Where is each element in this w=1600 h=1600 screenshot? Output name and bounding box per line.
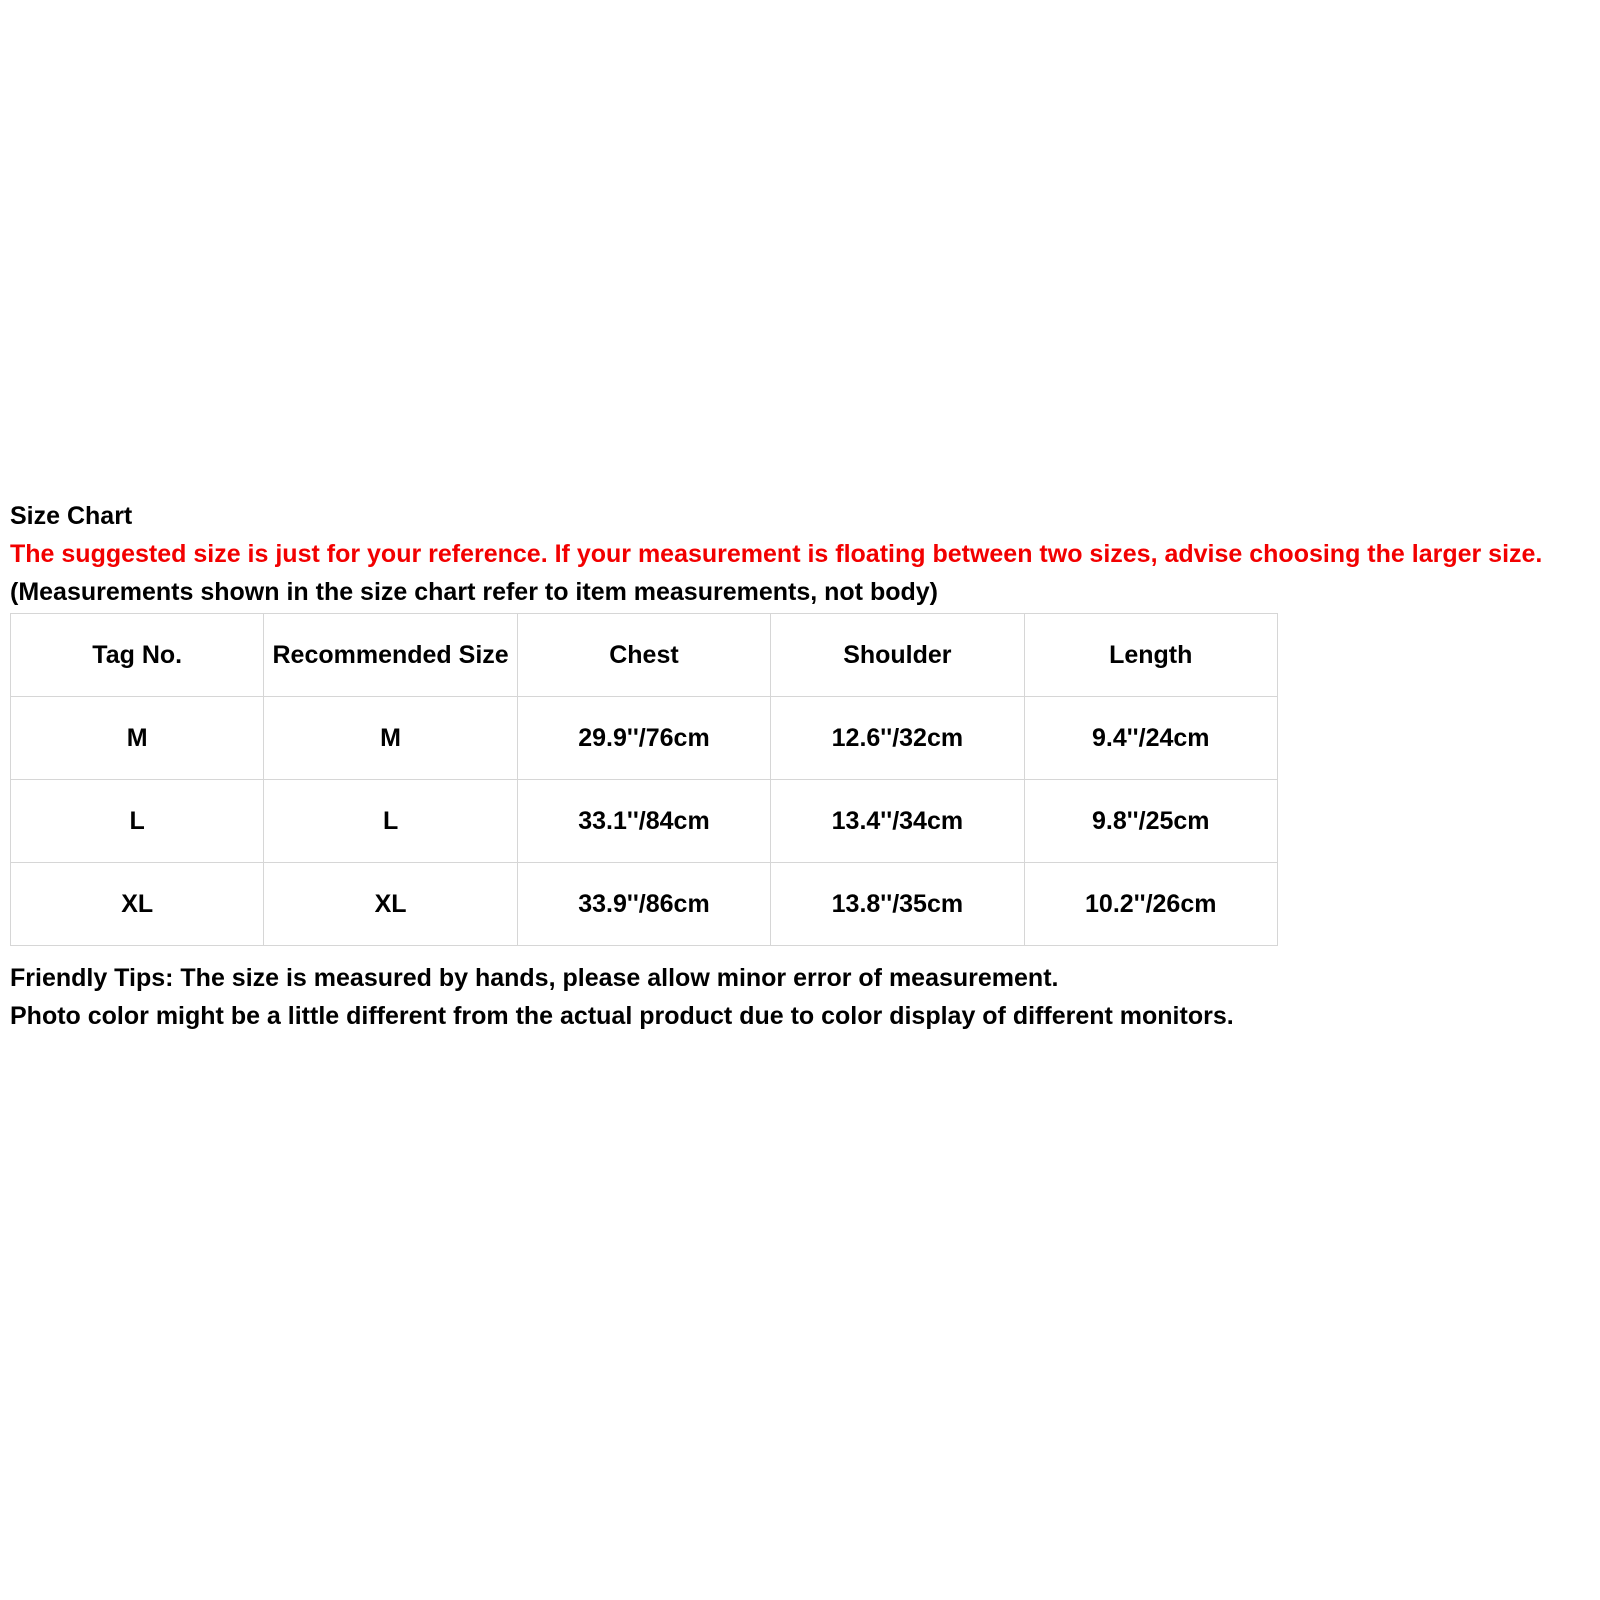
table-row	[11, 697, 1278, 780]
cell-chest: 29.9''/76cm	[517, 697, 770, 780]
cell-chest: 33.1''/84cm	[517, 780, 770, 863]
size-chart-section	[10, 497, 1595, 1035]
cell-length: 9.8''/25cm	[1024, 780, 1277, 863]
header-length: Length	[1024, 614, 1277, 697]
cell-tag-no: M	[11, 697, 264, 780]
cell-shoulder: 12.6''/32cm	[771, 697, 1024, 780]
header-chest: Chest	[517, 614, 770, 697]
cell-recommended-size: L	[264, 780, 517, 863]
size-notice: The suggested size is just for your reference. If your measurement is floating between two sizes, advise choosing the larger size.	[10, 540, 1543, 568]
table-row	[11, 780, 1278, 863]
header-shoulder: Shoulder	[771, 614, 1024, 697]
header-tag-no: Tag No.	[11, 614, 264, 697]
table-header-row	[11, 614, 1278, 697]
cell-recommended-size: M	[264, 697, 517, 780]
size-chart-title: Size Chart	[10, 502, 133, 530]
cell-shoulder: 13.8''/35cm	[771, 863, 1024, 946]
friendly-tips	[10, 959, 1595, 1035]
cell-shoulder: 13.4''/34cm	[771, 780, 1024, 863]
cell-recommended-size: XL	[264, 863, 517, 946]
cell-chest: 33.9''/86cm	[517, 863, 770, 946]
measurement-note: (Measurements shown in the size chart refer to item measurements, not body)	[10, 578, 938, 606]
header-recommended-size: Recommended Size	[264, 614, 517, 697]
cell-length: 9.4''/24cm	[1024, 697, 1277, 780]
tip-measurement: Friendly Tips: The size is measured by hands, please allow minor error of measurement.	[10, 964, 1059, 992]
size-table	[10, 613, 1278, 946]
tip-photo-color: Photo color might be a little different from the actual product due to color display of different monitors.	[10, 1002, 1234, 1030]
cell-length: 10.2''/26cm	[1024, 863, 1277, 946]
table-row	[11, 863, 1278, 946]
cell-tag-no: XL	[11, 863, 264, 946]
cell-tag-no: L	[11, 780, 264, 863]
